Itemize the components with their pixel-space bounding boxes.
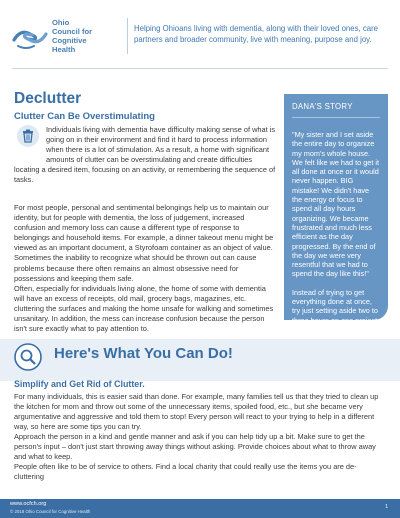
paragraph-text: Individuals living with dementia have difficulty making sense of what is going on in their environment and find it hard to process information when there is a lot of stimulation. As a result, a home with significant amounts of clutter can be overstimulating and create difficulties locating a desired item, focusing on an activity, or remembering the sequence of tasks. [14,125,276,185]
section-paragraph: Often, especially for individuals living alone, the home of some with dementia will have an excess of receipts, old mail, grocery bags, magazines, etc. cluttering the surfaces and making the home unsafe for walking and sometimes unsanitary. In addition, the mess can increase confusion because the person isn't sure exactly what to pay attention to. [14,284,274,334]
page-footer [0,499,400,518]
org-name-line: Council for [52,27,93,36]
org-name-line: Health [52,45,76,54]
org-logo [12,18,124,58]
tips-paragraph: For many individuals, this is easier said than done. For example, many families tell us that they tried to clean up the kitchen for mom and throw out some of the unnecessary items, spoiled food, etc., but she became very argumentative and aggressive and told them to stop! Every person will react to your trying to help in a different way, so here are some tips you can try. [14,392,379,432]
footer-copyright: © 2018 Ohio Council for Cognitive Health [10,509,91,514]
sidebar-title: DANA'S STORY [292,102,380,118]
tips-paragraph: Approach the person in a kind and gentle manner and ask if you can help tidy up a bit. Make sure to get the person's input – don't just start throwing away things without asking. Provide choices about what to throw away and what to keep. [14,432,376,462]
section-subtitle: Clutter Can Be Overstimulating [14,111,155,122]
section-title: Declutter [14,90,82,107]
tips-paragraph: People often like to be of service to others. Find a local charity that could really use the items you are de-cluttering [14,462,357,482]
org-name-line: Cognitive [52,36,87,45]
tips-banner-title: Here's What You Can Do! [54,345,233,362]
icon-spacer [14,125,46,159]
page-number: 1 [385,504,388,510]
header-rule [12,68,388,69]
header-divider [127,18,128,54]
hands-logo-icon [12,20,48,54]
magnifier-icon [14,343,42,371]
section-paragraph [14,125,276,186]
org-name-line: Ohio [52,18,70,27]
sidebar-tip: Instead of trying to get everything done at once, try just setting aside two to three hours on one project or space in the house. This [292,287,380,334]
org-name [52,18,126,54]
section-paragraph: For most people, personal and sentimental belongings help us to maintain our identity, but for people with dementia, the loss of judgement, increased confusion and memory loss can cause a different type of response to belongings and household items. For example, a dinner takeout menu might be viewed as an important document, a Styrofoam container as an object of value. Sometimes the inability to recognize what should be thrown out can cause problems because there often remains an almost obsessive need for possessions and keeping them safe. [14,203,274,283]
danas-story-sidebar [284,94,388,334]
sidebar-quote: "My sister and I set aside the entire day to organize my mom's whole house. We felt like we had to get it all done at once or it would never happen. BIG mistake! We didn't have the energy or focus to spend all day hours organizing. We became frustrated and much less efficient as the day progressed. By the end of the day we were very resentful that we had to spend the day like this!" [292,130,380,279]
tips-subtitle: Simplify and Get Rid of Clutter. [14,379,145,389]
tagline: Helping Ohioans living with dementia, along with their loved ones, care partners and broader community, live with meaning, purpose and joy. [134,24,379,44]
footer-url[interactable]: www.ocfch.org [10,501,47,507]
page-header [0,0,400,68]
